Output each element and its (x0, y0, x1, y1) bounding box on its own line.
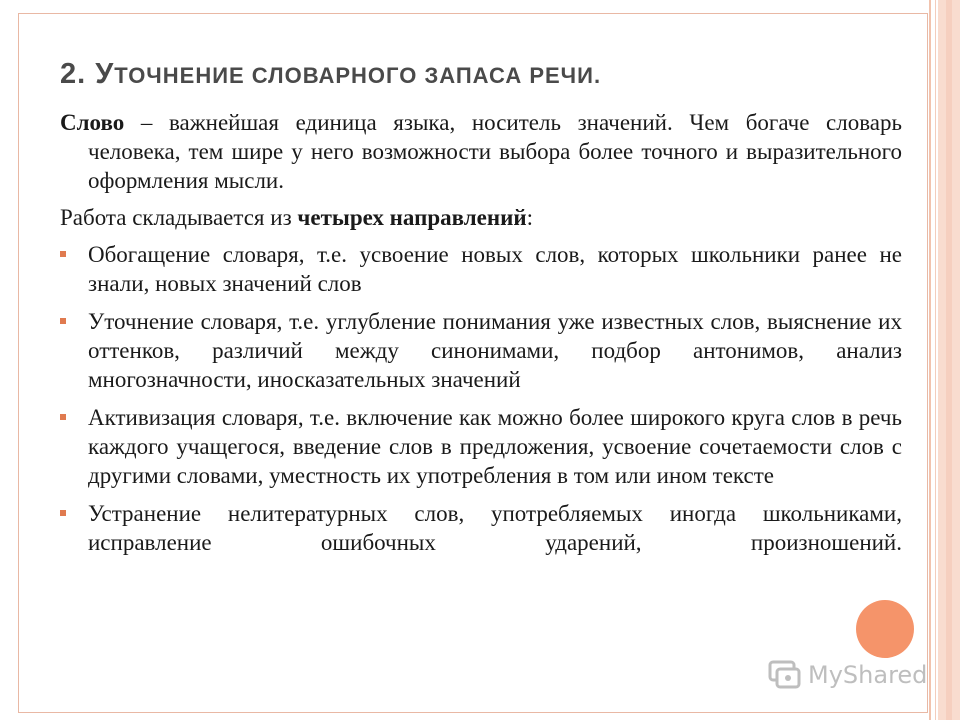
slide-title (60, 58, 900, 91)
bullet-square-icon (60, 318, 66, 324)
myshared-logo-icon (768, 660, 802, 690)
list-item-text: Активизация словаря, т.е. включение как можно более широкого круга слов в речь каждого учащегося, введение слов в предложения, усвоение сочетаемости слов с другими словами, уместность их употребления в том или ином тексте (88, 405, 902, 488)
work-intro (60, 203, 902, 232)
work-intro-bold: четырех направлений (297, 205, 527, 230)
list-item-text: Обогащение словаря, т.е. усвоение новых слов, которых школьники ранее не знали, новых значений слов (88, 242, 902, 296)
work-intro-after: : (526, 205, 533, 230)
bullet-square-icon (60, 251, 66, 257)
bullet-square-icon (60, 510, 66, 516)
decor-circle (856, 600, 914, 658)
list-item-text: Устранение нелитературных слов, употребляемых иногда школьниками, исправление ошибочных ударений, произношений. (88, 501, 902, 555)
title-rest: ТОЧНЕНИЕ СЛОВАРНОГО ЗАПАСА РЕЧИ. (114, 63, 602, 88)
list-item (60, 307, 902, 394)
title-first-letter: У (95, 58, 115, 90)
intro-text: – важнейшая единица языка, носитель значений. Чем богаче словарь человека, тем шире у него возможности выбора более точного и выразительного оформления мысли. (88, 110, 902, 193)
slide-content (60, 108, 902, 566)
bullet-square-icon (60, 414, 66, 420)
intro-term: Слово (60, 110, 125, 135)
decor-stripe (929, 0, 931, 720)
intro-paragraph (60, 108, 902, 195)
list-item (60, 499, 902, 557)
title-number: 2. (60, 58, 96, 90)
work-intro-before: Работа складывается из (60, 205, 298, 230)
decor-stripe (946, 0, 952, 720)
list-item-text: Уточнение словаря, т.е. углубление понимания уже известных слов, выяснение их оттенков, различий между синонимами, подбор антонимов, анализ многозначности, иносказательных значений (88, 309, 902, 392)
decor-stripe (935, 0, 936, 720)
watermark-text: MyShared (808, 661, 928, 689)
watermark (768, 658, 927, 692)
directions-list (60, 240, 902, 557)
list-item (60, 403, 902, 490)
list-item (60, 240, 902, 298)
